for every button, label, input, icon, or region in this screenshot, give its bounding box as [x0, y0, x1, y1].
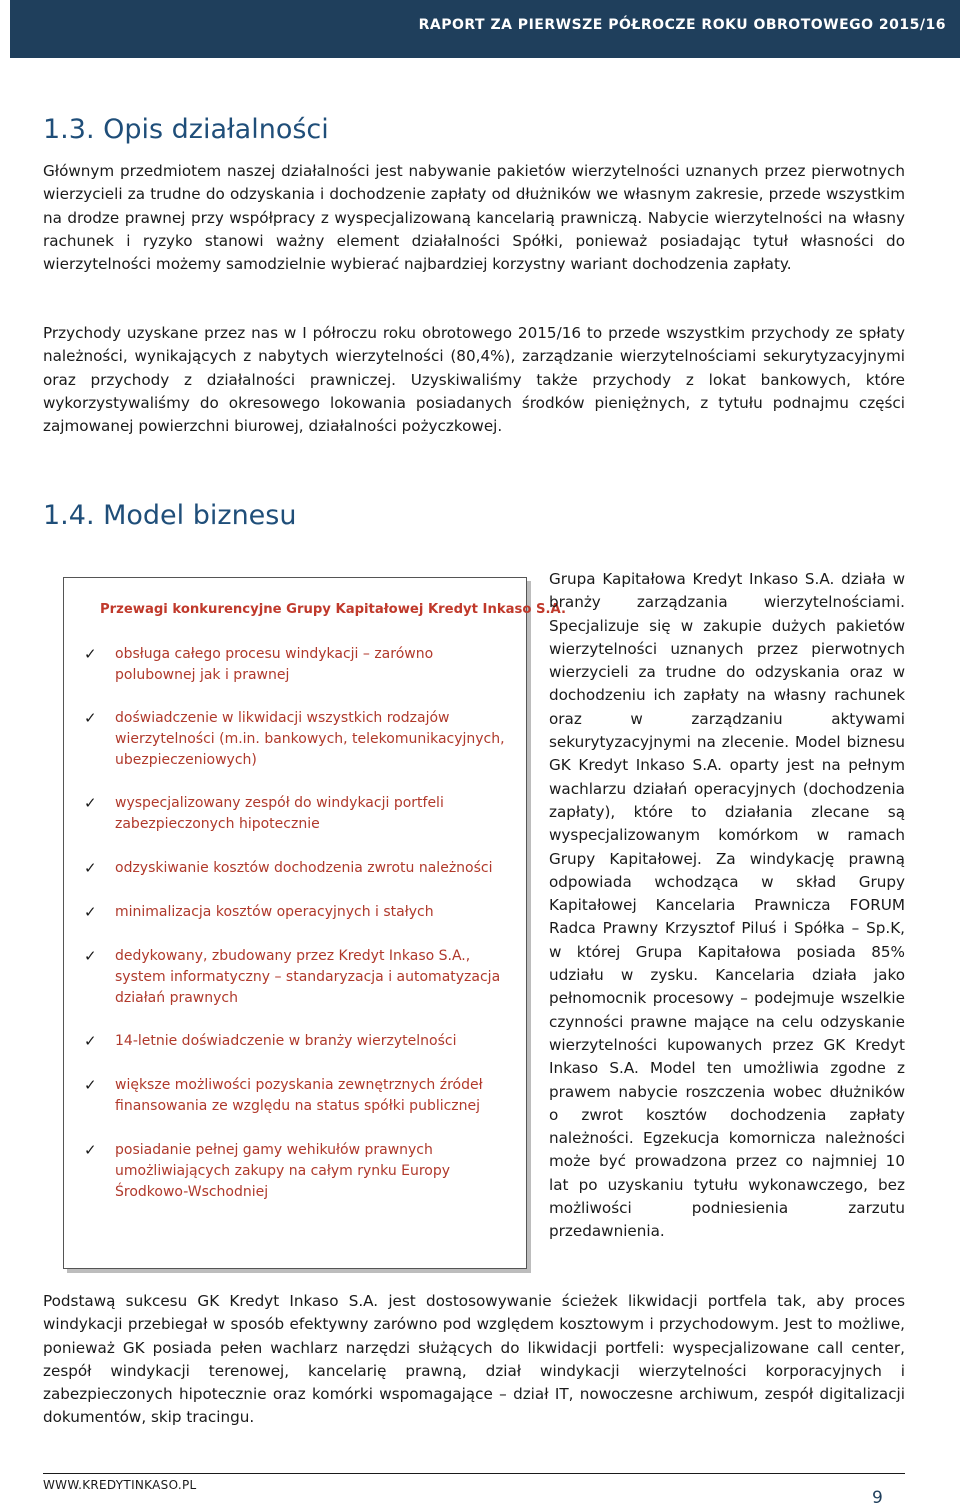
report-title: RAPORT ZA PIERWSZE PÓŁROCZE ROKU OBROTOWEGO 2015/16	[418, 17, 946, 33]
check-icon: ✓	[84, 947, 97, 965]
check-icon: ✓	[84, 859, 97, 877]
footer-website: WWW.KREDYTINKASO.PL	[43, 1478, 197, 1492]
section-heading-activity: 1.3. Opis działalności	[43, 114, 329, 145]
check-icon: ✓	[84, 1141, 97, 1159]
section-heading-business-model: 1.4. Model biznesu	[43, 500, 297, 531]
list-item	[84, 644, 514, 686]
business-model-side-text: Grupa Kapitałowa Kredyt Inkaso S.A. działa w branży zarządzania wierzytelnościami. Specjalizuje się w zakupie dużych pakietów wierzytelności uznanych przez pierwotnych wierzycieli za trudne do odzyskania oraz w dochodzeniu ich zapłaty na własny rachunek oraz w zarządzaniu aktywami sekurytyzacyjnymi na zlecenie. Model biznesu GK Kredyt Inkaso S.A. oparty jest na pełnym wachlarzu działań operacyjnych (dochodzenia zapłaty), które to działania zlecane są wyspecjalizowanym komórkom w ramach Grupy Kapitałowej. Za windykację prawną odpowiada wchodząca w skład Grupy Kapitałowej Kancelaria Prawnicza FORUM Radca Prawny Krzysztof Piluś i Spółka – Sp.K, w której Grupa Kapitałowa posiada 85% udziału w zysku. Kancelaria działa jako pełnomocnik procesowy – podejmuje wszelkie czynności prawne mające na celu odzyskanie wierzytelności kupowanych przez GK Kredyt Inkaso S.A. Model ten umożliwia zgodne z prawem nabycie roszczenia wobec dłużników o zwrot kosztów dochodzenia zapłaty należności. Egzekucja komornicza należności może być prowadzona przez co najmniej 10 lat po uzyskaniu tytułu wykonawczego, bez możliwości podniesienia zarzutu przedawnienia.	[549, 570, 905, 1241]
list-item	[84, 1031, 514, 1052]
list-item-text: obsługa całego procesu windykacji – zarówno polubownej jak i prawnej	[115, 646, 434, 683]
list-item	[84, 1140, 514, 1203]
check-icon: ✓	[84, 903, 97, 921]
footer-divider	[43, 1473, 905, 1474]
list-item	[84, 858, 514, 879]
list-item	[84, 1075, 514, 1117]
business-model-closing-paragraph: Podstawą sukcesu GK Kredyt Inkaso S.A. jest dostosowywanie ścieżek likwidacji portfela tak, aby proces windykacji przebiegał w sposób efektywny zarówno pod względem kosztowym i przychodowym. Jest to możliwe, ponieważ GK posiada pełen wachlarz narzędzi służących do likwidacji portfeli: wyspecjalizowane call center, zespół windykacji terenowej, kancelarię prawną, dział windykacji wierzytelności korporacyjnych i zabezpieczonych hipotecznie oraz komórki wspomagające – dział IT, nowoczesne archiwum, zespół digitalizacji dokumentów, skip tracingu.	[43, 1292, 905, 1427]
check-icon: ✓	[84, 709, 97, 727]
list-item	[84, 902, 514, 923]
list-item-text: doświadczenie w likwidacji wszystkich rodzajów wierzytelności (m.in. bankowych, telekomunikacyjnych, ubezpieczeniowych)	[115, 710, 505, 768]
activity-paragraph-2: Przychody uzyskane przez nas w I półroczu roku obrotowego 2015/16 to przede wszystkim przychody ze spłaty należności, wynikających z nabytych wierzytelności (80,4%), zarządzanie wierzytelnościami sekurytyzacyjnymi oraz przychody z działalności prawniczej. Uzyskiwaliśmy także przychody z lokat bankowych, które wykorzystywaliśmy do okresowego lokowania posiadanych środków pieniężnych, z tytułu podnajmu części zajmowanej powierzchni biurowej, działalności pożyczkowej.	[43, 324, 905, 436]
list-item	[84, 793, 514, 835]
advantages-box	[63, 577, 566, 1269]
list-item-text: dedykowany, zbudowany przez Kredyt Inkaso S.A., system informatyczny – standaryzacja i automatyzacja działań prawnych	[115, 948, 501, 1006]
list-item	[84, 946, 514, 1009]
list-item-text: większe możliwości pozyskania zewnętrznych źródeł finansowania ze względu na status spółki publicznej	[115, 1077, 483, 1114]
advantages-box-title: Przewagi konkurencyjne Grupy Kapitałowej Kredyt Inkaso S.A.	[100, 602, 566, 617]
list-item-text: odzyskiwanie kosztów dochodzenia zwrotu należności	[115, 860, 493, 876]
check-icon: ✓	[84, 1076, 97, 1094]
list-item-text: minimalizacja kosztów operacyjnych i stałych	[115, 904, 434, 920]
list-item-text: posiadanie pełnej gamy wehikułów prawnych umożliwiających zakupy na całym rynku Europy Środkowo-Wschodniej	[115, 1142, 451, 1200]
activity-paragraph-1: Głównym przedmiotem naszej działalności jest nabywanie pakietów wierzytelności uznanych przez pierwotnych wierzycieli za trudne do odzyskania i dochodzenie zapłaty od dłużników we własnym zakresie, przede wszystkim na drodze prawnej przy współpracy z wyspecjalizowaną kancelarią prawniczą. Nabycie wierzytelności na własny rachunek i ryzyko stanowi ważny element działalności Spółki, ponieważ posiadając tytuł własności do wierzytelności możemy samodzielnie wybierać najbardziej korzystny wariant dochodzenia zapłaty.	[43, 162, 905, 274]
page-number: 9	[872, 1488, 883, 1508]
list-item-text: wyspecjalizowany zespół do windykacji portfeli zabezpieczonych hipotecznie	[115, 795, 444, 832]
check-icon: ✓	[84, 794, 97, 812]
list-item	[84, 708, 514, 771]
check-icon: ✓	[84, 1032, 97, 1050]
check-icon: ✓	[84, 645, 97, 663]
header-bar	[10, 0, 960, 58]
list-item-text: 14-letnie doświadczenie w branży wierzytelności	[115, 1033, 457, 1049]
